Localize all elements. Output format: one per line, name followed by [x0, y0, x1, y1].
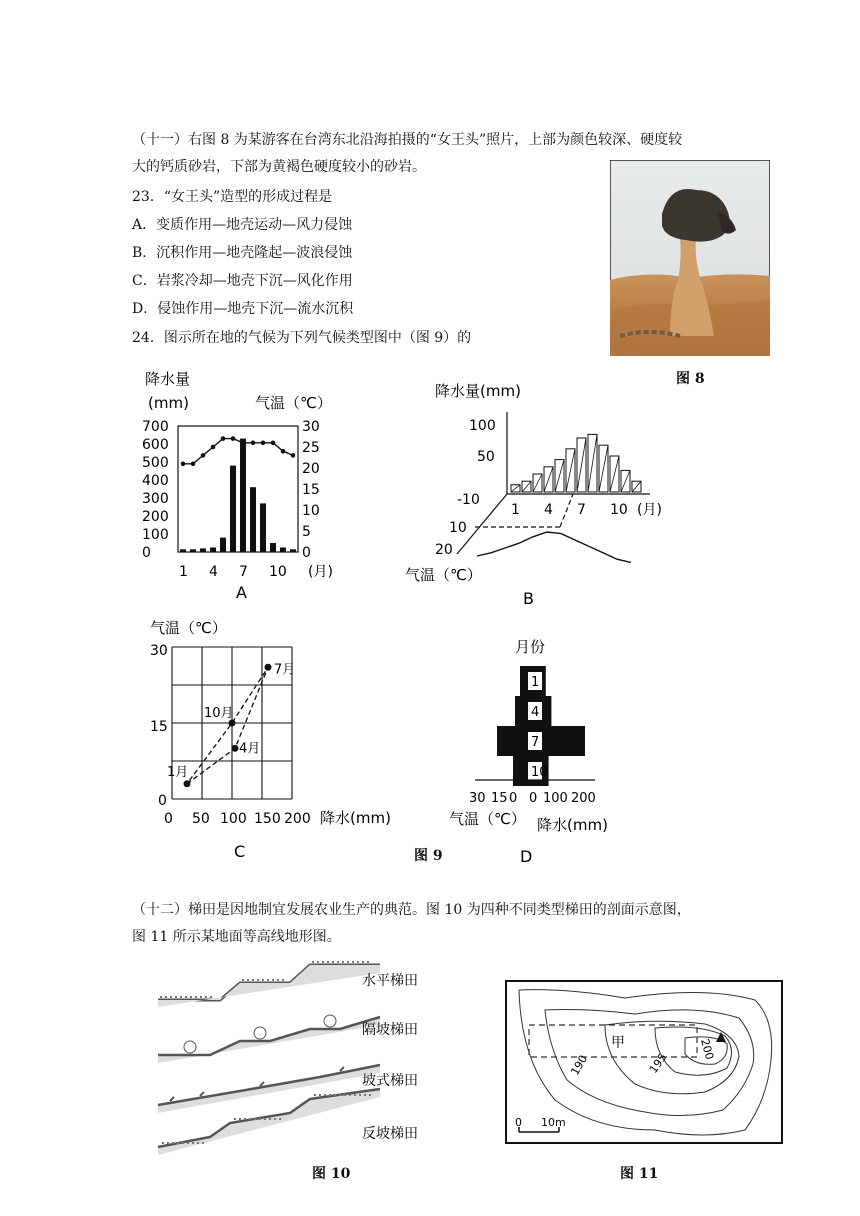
climate-chart-c	[140, 615, 410, 865]
chart-d-title: 月份	[515, 638, 546, 656]
question-23: 23．“女王头”造型的形成过程是	[132, 189, 333, 205]
section12-intro-line2: 图 11 所示某地面等高线地形图。	[132, 929, 341, 945]
chart-a-precip-bar	[280, 548, 286, 553]
chart-a-temp-point	[211, 445, 216, 450]
chart-a-left-tick: 100	[142, 527, 169, 543]
chart-b-month-unit: (月)	[637, 502, 662, 518]
chart-b-month-tick: 7	[577, 502, 586, 518]
chart-a-right-tick: 30	[302, 419, 320, 435]
option-b: B．沉积作用—地壳隆起—波浪侵蚀	[132, 245, 353, 261]
chart-a-month-tick: 4	[209, 564, 218, 580]
slope-terrace-profile	[158, 1065, 380, 1113]
chart-a-left-tick: 300	[142, 491, 169, 507]
chart-a-temp-point	[191, 462, 196, 467]
chart-d-month-label: 1	[531, 675, 540, 690]
chart-a-temp-point	[201, 453, 206, 458]
fig11-caption: 图 11	[620, 1166, 659, 1182]
chart-d-month-label: 4	[531, 705, 540, 720]
chart-a-month-tick: 1	[179, 564, 188, 580]
chart-a-label: A	[236, 583, 247, 602]
contour-label-195: 195	[646, 1051, 670, 1076]
chart-a-precip-bar	[260, 503, 266, 552]
chart-b-dashed-ref2	[560, 494, 573, 527]
chart-c-ytick-15: 15	[150, 719, 168, 735]
chart-a-right-tick: 25	[302, 440, 320, 456]
contour-map	[505, 980, 783, 1144]
chart-b-precip-title: 降水量(mm)	[435, 382, 521, 400]
chart-a-precip-bar	[190, 549, 196, 552]
chart-a-right-tick: 0	[302, 545, 311, 561]
chart-b-tick-10: 10	[449, 520, 467, 536]
chart-d-xtick-30: 30	[469, 791, 486, 806]
fig9-caption: 图 9	[414, 848, 443, 864]
chart-a-temp-point	[281, 449, 286, 454]
chart-c-point-label: 4月	[239, 741, 261, 757]
scale-zero: 0	[515, 1116, 522, 1129]
chart-d-precip-label: 降水(mm)	[537, 816, 608, 834]
chart-b-tick-50: 50	[477, 449, 495, 465]
chart-a-precip-bar	[220, 538, 226, 552]
chart-b-tick-100: 100	[469, 418, 496, 434]
region-jia-label: 甲	[611, 1035, 625, 1051]
chart-b-label: B	[523, 589, 534, 608]
chart-a-precip-bar	[290, 549, 296, 552]
chart-a-month-tick: 7	[239, 564, 248, 580]
chart-a-left-tick: 600	[142, 437, 169, 453]
climate-chart-b	[405, 372, 675, 612]
option-a: A．变质作用—地壳运动—风力侵蚀	[132, 217, 353, 233]
chart-a-precip-bar	[250, 487, 256, 552]
chart-a-temp-point	[231, 436, 236, 441]
chart-b-temp-title: 气温（℃）	[405, 566, 482, 584]
chart-d-xtick-100: 100	[543, 791, 568, 806]
chart-c-point	[265, 664, 272, 671]
terrace-type-slope: 坡式梯田	[362, 1073, 418, 1089]
chart-a-month-unit: (月)	[308, 564, 333, 580]
chart-b-month-tick: 10	[610, 502, 628, 518]
chart-c-label: C	[234, 842, 246, 861]
chart-a-right-tick: 10	[302, 503, 320, 519]
chart-a-left-tick: 200	[142, 509, 169, 525]
chart-a-temp-line	[183, 439, 293, 464]
chart-a-precip-title: 降水量	[145, 370, 191, 388]
chart-c-xtick-200: 200	[284, 811, 311, 827]
chart-d-xtick-15: 15	[491, 791, 508, 806]
chart-a-temp-point	[251, 441, 256, 446]
terrace-profiles-diagram	[150, 955, 440, 1160]
fig10-caption: 图 10	[312, 1166, 351, 1182]
chart-a-month-tick: 10	[269, 564, 287, 580]
option-d: D．侵蚀作用—地壳下沉—流水沉积	[132, 301, 354, 317]
chart-c-point-label: 1月	[167, 764, 189, 780]
chart-a-temp-point	[291, 453, 296, 458]
chart-c-xtick-50: 50	[192, 811, 210, 827]
terrace-type-level: 水平梯田	[362, 973, 418, 989]
chart-c-ytick-30: 30	[150, 643, 168, 659]
chart-a-precip-unit: (mm)	[148, 394, 189, 412]
chart-a-precip-bar	[270, 543, 276, 552]
chart-a-left-tick: 0	[142, 545, 151, 561]
chart-a-left-tick: 400	[142, 473, 169, 489]
chart-a-precip-bar	[240, 439, 246, 552]
chart-c-xtick-100: 100	[220, 811, 247, 827]
chart-b-month-tick: 1	[511, 502, 520, 518]
chart-a-right-tick: 5	[302, 524, 311, 540]
chart-a-frame	[178, 426, 298, 552]
chart-b-tick-neg10: -10	[457, 492, 480, 508]
scale-length: 10m	[541, 1116, 566, 1129]
chart-a-left-tick: 700	[142, 419, 169, 435]
chart-b-month-tick: 4	[544, 502, 553, 518]
queens-head-photo	[610, 160, 770, 356]
chart-c-xtick-150: 150	[254, 811, 281, 827]
chart-c-point	[184, 780, 191, 787]
fig8-caption: 图 8	[676, 371, 705, 387]
chart-c-point	[232, 745, 239, 752]
chart-a-left-tick: 500	[142, 455, 169, 471]
chart-a-temp-point	[221, 436, 226, 441]
chart-a-temp-point	[241, 441, 246, 446]
chart-d-label: D	[520, 847, 533, 866]
level-terrace-profile	[158, 962, 380, 1007]
chart-b-temp-line	[477, 532, 631, 562]
chart-a-precip-bar	[210, 548, 216, 553]
chart-a-temp-point	[271, 441, 276, 446]
contour-label-190: 190	[568, 1052, 591, 1078]
climate-chart-a	[140, 368, 340, 608]
chart-d-month-label: 10	[531, 765, 548, 780]
chart-c-y-title: 气温（℃）	[150, 619, 227, 637]
chart-a-right-tick: 15	[302, 482, 320, 498]
section12-intro-line1: （十二）梯田是因地制宜发展农业生产的典范。图 10 为四种不同类型梯田的剖面示意图，	[132, 902, 691, 918]
chart-b-tick-20: 20	[435, 542, 453, 558]
chart-d-xtick-200: 200	[571, 791, 596, 806]
section11-intro-line1: （十一）右图 8 为某游客在台湾东北沿海拍摄的“女王头”照片，上部为颜色较深、硬度较	[132, 132, 683, 148]
chart-d-precip-bar	[535, 726, 585, 756]
chart-a-temp-point	[181, 462, 186, 467]
chart-a-precip-bar	[200, 548, 206, 552]
climate-chart-d	[445, 630, 645, 870]
terrace-type-interval: 隔坡梯田	[362, 1022, 418, 1038]
interval-slope-terrace-profile	[158, 1015, 380, 1063]
chart-a-temp-title: 气温（℃）	[255, 394, 332, 412]
chart-a-temp-point	[261, 441, 266, 446]
chart-a-right-tick: 20	[302, 461, 320, 477]
chart-c-x-title: 降水(mm)	[320, 809, 391, 827]
contour-label-200: 200	[698, 1037, 717, 1062]
terrace-type-reverse: 反坡梯田	[362, 1126, 418, 1142]
option-c: C．岩浆冷却—地壳下沉—风化作用	[132, 273, 353, 289]
chart-d-temp-label: 气温（℃）	[449, 810, 526, 828]
chart-c-ytick-0: 0	[158, 793, 167, 809]
section11-intro-line2: 大的钙质砂岩，下部为黄褐色硬度较小的砂岩。	[132, 159, 426, 175]
chart-d-xtick-0a: 0	[509, 791, 518, 806]
chart-d-xtick-0b: 0	[529, 791, 538, 806]
chart-c-xtick-0: 0	[164, 811, 173, 827]
chart-d-month-label: 7	[531, 735, 540, 750]
question-24: 24．图示所在地的气候为下列气候类型图中（图 9）的	[132, 330, 472, 346]
chart-c-point-label: 7月	[274, 662, 296, 678]
chart-a-precip-bar	[230, 466, 236, 552]
chart-c-point-label: 10月	[204, 706, 234, 721]
chart-a-precip-bar	[180, 549, 186, 552]
